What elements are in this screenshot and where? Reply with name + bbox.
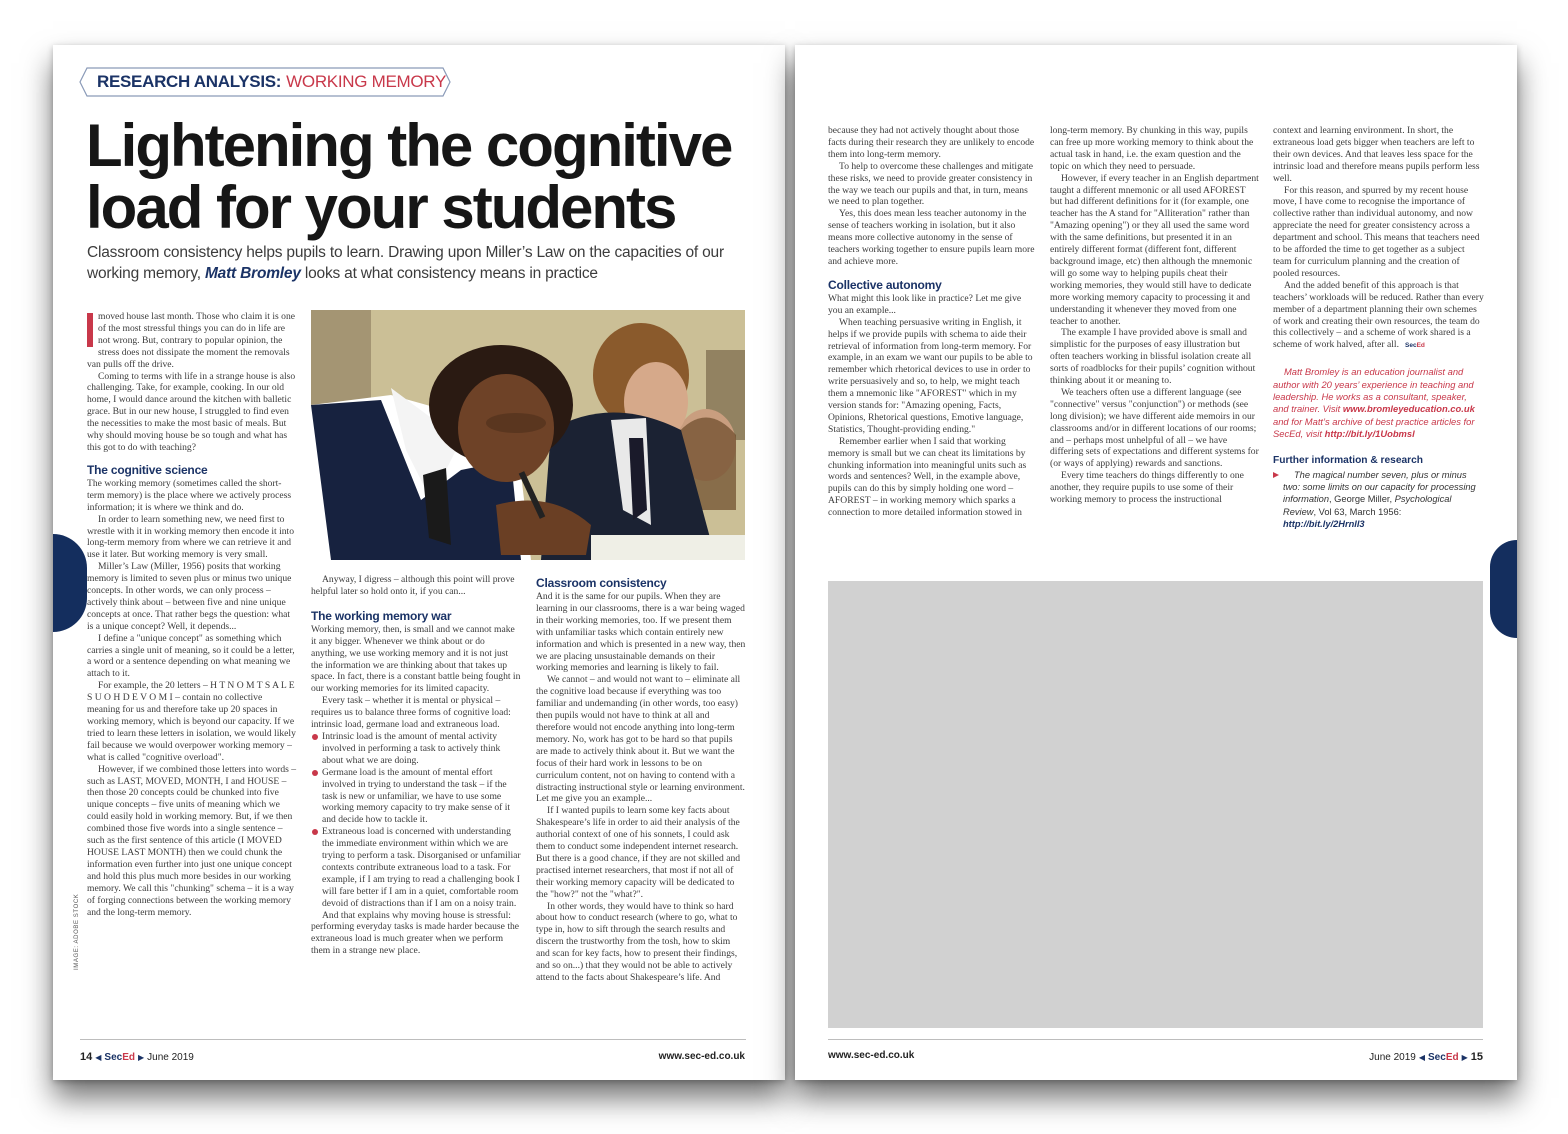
column-5 [1050,125,1260,506]
body-paragraph: Yes, this does mean less teacher autonomy in the sense of teachers working in isolation, but it also means more collective autonomy in the sense of teachers working together to ensure pupils learn more and achieve more. [828,208,1035,267]
body-paragraph: However, if we combined those letters into words – such as LAST, MOVED, MONTH, I and HOUSE – then those 20 concepts could be chunked into five unique concepts – five units of meaning which we could easily hold in working memory. But, if we then combined those five words into a single sentence – such as the first sentence of this article (I MOVED HOUSE LAST MONTH) then we could chunk the information even further into just one unique concept and hold this plus much more besides in our working memory. We call this "chunking" schema – it is a way of forging connections between the working memory and the long-term memory. [87,763,297,918]
advert-placeholder [828,581,1483,1028]
brand-sec: Sec [1428,1051,1446,1063]
body-paragraph: To help to overcome these challenges and mitigate these risks, we need to provide greater consistency in the way we teach our pupils and that, in turn, means we need to plan together. [828,160,1034,208]
brand-logo [104,1052,135,1063]
body-paragraph: context and learning environment. In short, the extraneous load gets bigger when teachers are left to their own devices. And that leaves less space for the intrinsic load and therefore means pupils perform less well. [1273,125,1480,184]
body-paragraph: because they had not actively thought about those facts during their research they are unlikely to encode them into long-term memory. [828,125,1035,160]
closing-text: And the added benefit of this approach is that teachers’ workloads will be reduced. Rather than every member of a department planning their own schemes of work and creating their own resources, the team do this collectively – and a scheme of work shared is a scheme of work halved, after all. [1273,279,1484,351]
page-edge-tab-right [1490,540,1517,638]
seced-end-mark [1405,342,1425,349]
brand-sec: Sec [104,1051,123,1063]
body-paragraph: Miller’s Law (Miller, 1956) posits that working memory is limited to seven plus or minus two unique concepts. In other words, we can only process – actively think about – between five and nine unique concepts at once. That rather begs the question: what is a unique concept? Well, it depends... [87,561,292,632]
reference-title: The magical number seven, plus or minus two: some limits on our capacity for processing information [1283,469,1476,505]
brand-logo [1428,1052,1459,1063]
issue-date: June 2019 [147,1051,194,1063]
right-footer [1369,1051,1483,1063]
bio-website-link[interactable]: www.bromleyeducation.co.uk [1342,403,1475,415]
headline [86,112,776,241]
body-paragraph: What might this look like in practice? Let me give you an example... [828,292,1022,316]
closing-paragraph [1273,280,1485,352]
endmark-ed: Ed [1416,342,1425,350]
body-paragraph: And that explains why moving house is stressful: performing everyday tasks is made harder because the extraneous load is much greater when we perform them in a strange new place. [311,909,520,957]
issue-date: June 2019 [1369,1051,1416,1063]
website-link[interactable]: www.sec-ed.co.uk [658,1051,745,1062]
list-item-extraneous-load: Extraneous load is concerned with understanding the immediate environment within which we are trying to perform a task. Disorganised or unfamiliar contexts contribute extraneous load to a task. For example, if I am trying to read a challenging book I will fare better if I am in a quiet, comfortable room devoid of distractions than if I am on a noisy train. [311,826,521,909]
body-paragraph: In order to learn something new, we need first to wrestle with it in working memory then encode it into long-term memory from where we can retrieve it and use it later. But working memory is very small. [87,513,295,561]
website-link[interactable]: www.sec-ed.co.uk [828,1050,915,1061]
subheading-cognitive-science: The cognitive science [87,462,208,477]
body-paragraph: Coming to terms with life in a strange house is also challenging. Take, for example, cooking. In our old home, I would dance around the kitchen with balletic grace. But in our new house, I struggled to find even the necessities to make the most basic of meals. But why should moving house be so tough and what has this got to do with teaching? [87,370,296,453]
arrow-left-icon: ◀ [95,1052,102,1062]
drop-cap-bar [87,313,93,347]
body-paragraph: If I wanted pupils to learn some key facts about Shakespeare’s life in order to aid their analysis of the authorial context of one of his sonnets, I could ask them to conduct some independent internet research. But there is a good chance, if they are not skilled and practised internet researchers, that most if not all of their working memory capacity will be dedicated to the "how?" not the "what?". [536,805,741,900]
body-paragraph: And it is the same for our pupils. When they are learning in our classrooms, there is a war being waged in their working memories, too. If we present them with unfamiliar tasks which contain entirely new information and which is presented in a new way, then we are placing unsustainable demands on their working memories and learning is likely to fail. [536,591,746,674]
students-image-icon [311,310,745,560]
headline-line-1: Lightening the cognitive [86,112,732,179]
author-bio [1273,366,1485,440]
column-4 [828,125,1036,519]
body-paragraph: For this reason, and spurred by my recent house move, I have come to recognise the importance of collective rather than individual autonomy, and now appreciate the need for greater consistency across a department and school. This means that teachers need to be afforded the time to get together as a subject team for curriculum planning and the creation of pooled resources. [1273,184,1480,279]
body-paragraph: We cannot – and would not want to – eliminate all the cognitive load because if everything was too familiar and undemanding (in other words, too easy) then pupils would not have to think at all and therefore would not encode anything into long-term memory. No, work has got to be hard so that pupils are made to actively think about it. But we want the focus of their hard work in lessons to be on curriculum content, not on having to contend with a distracting instructional style or learning environment. Let me give you an example... [536,674,745,805]
body-paragraph: Every time teachers do things differently to one another, they require pupils to use some of their working memory to process the instructional [1050,470,1244,506]
author-byline: Matt Bromley [204,265,301,282]
left-page [53,45,785,1080]
intro-paragraph [87,311,297,371]
body-paragraph: long-term memory. By chunking in this way, pupils can free up more working memory to think about the actual task in hand, i.e. the exam question and the topic on which they need to persuade. [1050,125,1254,172]
column-3 [536,568,746,984]
column-2 [311,574,521,957]
bio-text-2: and for Matt’s archive of best practice articles for SecEd, visit [1273,415,1475,440]
bio-text: Matt Bromley is an education journalist and author with 20 years’ experience in teaching and leadership. He works as a consultant, speaker, and trainer. Visit [1273,366,1474,415]
body-paragraph: Working memory, then, is small and we cannot make it any bigger. Whenever we think about or do anything, we use working memory and it is not just the information we are thinking about that takes up space. In fact, there is a constant battle being fought in our working memories for its limited capacity. [311,623,521,695]
left-footer-url [659,1051,745,1062]
cognitive-load-list [311,731,521,910]
left-footer [80,1051,194,1063]
body-paragraph: The example I have provided above is small and simplistic for the purposes of easy illustration but often teachers working in blissful isolation create all sorts of roadblocks for their pupils’ cognition without thinking about it or meaning to. [1050,327,1256,387]
right-footer-url [828,1050,914,1061]
reference-item [1273,469,1485,531]
headline-line-2: load for your students [86,174,676,241]
image-credit: IMAGE: ADOBE STOCK [74,893,80,970]
column-1 [87,311,297,918]
brand-ed: Ed [1445,1051,1459,1063]
body-paragraph: Remember earlier when I said that working memory is small but we can cheat its limitations by chunking information into meaningful units such as words and sentences? Well, in the example above, pupils can do this by simply holding one word – AFOREST – in working memory which sparks a connection to more detailed information stowed in [828,435,1027,519]
arrow-left-icon: ◀ [1418,1052,1426,1062]
body-paragraph: However, if every teacher in an English department taught a different mnemonic or all used AFOREST but had different definitions for it (for example, one teacher has the A stand for "Alliteration" rather than "Amazing opening") or they all used the same word with the same definitions, but presented it in an entirely different format (different font, different background image, etc) then although the mnemonic will go some way to helping pupils cheat their working memories, they would still have to dedicate more working memory capacity to processing it and understanding it whenever they moved from one teacher to another. [1050,172,1259,327]
body-paragraph: The working memory (sometimes called the short-term memory) is the place where we actively process information; it is where we think and do. [87,477,292,513]
column-6 [1273,125,1485,531]
body-paragraph: I define a "unique concept" as something which carries a single unit of meaning, so it could be a letter, a word or a sentence depending on what meaning we attach to it. [87,632,295,680]
footer-divider [80,1039,746,1040]
body-paragraph: For example, the 20 letters – H T N O M T S A L E S U O H D E V O M I – contain no collective meaning for us and therefore take up 20 spaces in working memory, which is beyond our capacity. If we tried to learn these letters in isolation, we would likely fail because we would overpower working memory – what is called "cognitive overload". [87,680,296,763]
standfirst-text: Classroom consistency helps pupils to learn. Drawing upon Miller’s Law on the capacities of our working memory, [87,244,724,282]
subheading-working-memory-war: The working memory war [311,608,452,623]
brand-ed: Ed [122,1051,135,1063]
section-kicker [79,67,464,97]
reference-journal: Psychological Review [1283,494,1452,517]
subheading-classroom-consistency: Classroom consistency [536,576,667,590]
list-item-intrinsic-load: Intrinsic load is the amount of mental activity involved in performing a task to actively think about what we are doing. [311,731,521,767]
body-paragraph: Every task – whether it is mental or physical – requires us to balance three forms of cognitive load: intrinsic load, germane load and extraneous load. [311,695,511,731]
body-paragraph: Anyway, I digress – although this point will prove helpful later so hold onto it, if you can... [311,574,515,597]
arrow-right-icon: ▶ [1461,1052,1468,1062]
page-number: 14 [80,1051,93,1063]
further-information-heading: Further information & research [1273,454,1424,466]
further-information [1273,455,1485,531]
endmark-sec: Sec [1405,342,1417,350]
classroom-photo [311,310,745,560]
subheading-collective-autonomy: Collective autonomy [828,277,942,292]
right-page [795,45,1517,1080]
bio-archive-link[interactable]: http://bit.ly/1Uobmsl [1324,428,1415,440]
kicker-section: RESEARCH ANALYSIS: [97,72,282,91]
reference-link[interactable]: http://bit.ly/2Hrnll3 [1283,519,1365,530]
arrow-right-icon: ▶ [137,1052,145,1062]
body-paragraph: We teachers often use a different language (see "connective" versus "conjunction") or methods (see long division); we have different aide memoirs in our classrooms and/or in different locations of our rooms; and – perhaps most unhelpful of all – we have differing sets of expectations and different systems for (or ways of applying) rewards and sanctions. [1050,386,1259,470]
reference-author: , George Miller, [1329,494,1395,505]
list-item-germane-load: Germane load is the amount of mental effort involved in trying to understand the task – if the task is new or unfamiliar, we have to use some working memory capacity to try make sense of it and decide how to tackle it. [311,767,521,827]
page-number: 15 [1470,1051,1483,1063]
kicker-topic: WORKING MEMORY [286,72,446,91]
body-paragraph: In other words, they would have to think so hard about how to conduct research (where to go, what to type in, how to sift through the search results and discern the trustworthy from the tosh, how to skim and scan for key facts, how to present their findings, and so on...) that they would not be able to actively attend to the facts about Shakespeare’s life. And [536,900,738,983]
body-paragraph: When teaching persuasive writing in English, it helps if we provide pupils with schema to aide their retrieval of information from long-term memory. For example, in an exam we want our pupils to be able to remember which rhetorical devices to use in order to write persuasively and so, to help, we might teach them a mnemonic like "AFOREST" which in my version stands for: "Amazing opening, Facts, Opinions, Rhetorical questions, Emotive language, Statistics, Thought-providing ending." [828,316,1033,435]
intro-text: moved house last month. Those who claim it is one of the most stressful things you can do in life are not wrong. But, contrary to popular opinion, the stress does not dissipate the moment the removals van pulls off the drive. [87,311,296,370]
standfirst [87,242,767,284]
footer-divider [828,1039,1483,1040]
standfirst-text-end: looks at what consistency means in practice [300,265,598,282]
reference-details: , Vol 63, March 1956: [1313,506,1402,517]
